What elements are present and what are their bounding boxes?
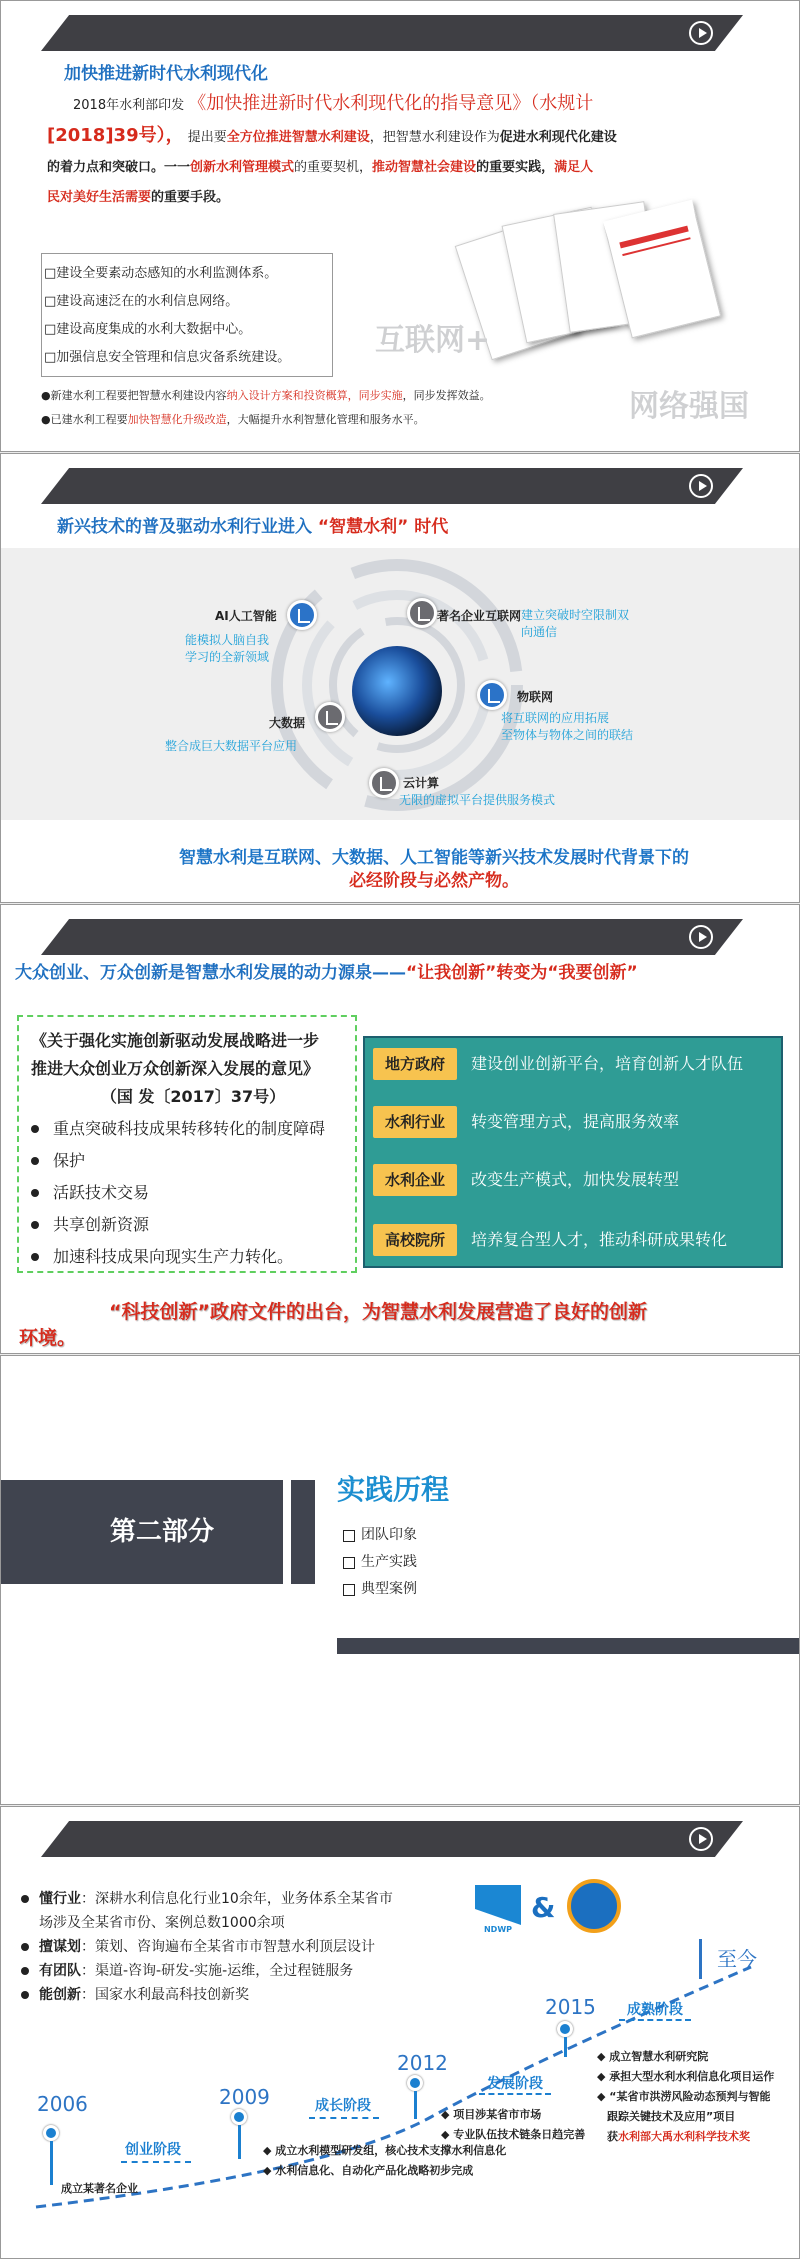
- timeline-dot: [231, 2109, 247, 2125]
- timeline-stem: [50, 2141, 53, 2185]
- requirement-item: □加强信息安全管理和信息灾备系统建设。: [44, 350, 291, 365]
- milestone-text: ◆ 成立智慧水利研究院 ◆ 承担大型水利水利信息化项目运作 ◆ “某省市洪涝风险动态预判与智能 跟踪关键技术及应用”项目 获水利部大禹水利科学技术奖: [597, 2050, 775, 2143]
- list-item: 活跃技术交易: [31, 1177, 355, 1209]
- timeline-dot: [557, 2021, 573, 2037]
- timeline-stem: [414, 2091, 417, 2119]
- list-item: 有团队：渠道-咨询-研发-实施-运维，全过程链服务: [17, 1959, 447, 1983]
- timeline-dot: [407, 2075, 423, 2091]
- play-icon[interactable]: [689, 474, 713, 498]
- requirements-box: [41, 253, 333, 377]
- requirement-item: □建设高速泛在的水利信息网络。: [44, 294, 239, 309]
- slide-history: [0, 1806, 800, 2259]
- year-label: 2006: [37, 2092, 88, 2116]
- list-item: 重点突破科技成果转移转化的制度障碍: [31, 1113, 355, 1145]
- conclusion-text: 智慧水利是互联网、大数据、人工智能等新兴技术发展时代背景下的 必经阶段与必然产物。: [179, 848, 689, 891]
- policy-document-box: 《关于强化实施创新驱动发展战略进一步 推进大众创业万众创新深入发展的意见》 （国 发〔2017〕37号） 重点突破科技成果转移转化的制度障碍 保护 活跃技术交易 共享创新资源 加速科技成果向现实生产力转化。: [17, 1015, 357, 1273]
- slide-section-two: [0, 1355, 800, 1805]
- node-label-bigdata: 大数据: [269, 716, 306, 730]
- stage-label: 成长阶段: [315, 2098, 371, 2114]
- milestone-text: ◆ 成立水利模型研发组，核心技术支撑水利信息化 ◆ 水利信息化、自动化产品化战略初步完成: [263, 2144, 507, 2177]
- list-item: 能创新：国家水利最高科技创新奖: [17, 1983, 447, 2007]
- chart-icon: [315, 702, 345, 732]
- play-icon[interactable]: [689, 21, 713, 45]
- slide-header-bar: [41, 1821, 743, 1857]
- requirement-item: □建设全要素动态感知的水利监测体系。: [44, 266, 278, 281]
- role-tag: 水利企业: [373, 1164, 457, 1196]
- year-label: 至今: [717, 1947, 757, 1971]
- role-text: 建设创业创新平台，培育创新人才队伍: [471, 1054, 744, 1073]
- timeline-stem: [699, 1939, 705, 1979]
- node-label-cloud: 云计算: [403, 776, 440, 790]
- ndwp-logo: NDWP: [475, 1885, 521, 1937]
- node-label-ai: AI人工智能: [215, 609, 277, 623]
- node-desc-bigdata: 整合成巨大数据平台应用: [165, 739, 298, 753]
- list-item: 懂行业：深耕水利信息化行业10余年，业务体系全某省市: [17, 1887, 447, 1911]
- slide-title: 大众创业、万众创新是智慧水利发展的动力源泉——“让我创新”转变为“我要创新”: [15, 963, 638, 983]
- role-text: 转变管理方式，提高服务效率: [471, 1112, 680, 1131]
- timeline-dot: [43, 2125, 59, 2141]
- divider-bar: [291, 1480, 315, 1584]
- node-desc-ai: 能模拟人脑自我 学习的全新领域: [185, 633, 270, 664]
- chart-icon: [287, 600, 317, 630]
- chart-icon: [369, 768, 399, 798]
- timeline-stem: [564, 2037, 567, 2057]
- node-label-internet: 著名企业互联网: [437, 609, 522, 623]
- underline-bar: [337, 1638, 800, 1654]
- bullet-list: ●新建水利工程要把智慧水利建设内容纳入设计方案和投资概算，同步实施，同步发挥效益。 ●已建水利工程要加快智慧化升级改造，大幅提升水利智慧化管理和服务水平。: [41, 389, 491, 426]
- section-number: 第二部分: [1, 1480, 283, 1584]
- play-icon[interactable]: [689, 1827, 713, 1851]
- section-title: 实践历程: [337, 1473, 450, 1506]
- role-tag: 水利行业: [373, 1106, 457, 1138]
- globe-image: [352, 646, 442, 736]
- slide-header-bar: [41, 15, 743, 51]
- year-label: 2009: [219, 2085, 270, 2109]
- timeline-stem: [238, 2125, 241, 2159]
- role-text: 改变生产模式，加快发展转型: [471, 1170, 680, 1189]
- milestone-text: 成立某著名企业: [61, 2182, 138, 2195]
- node-desc-cloud: 无限的虚拟平台提供服务模式: [399, 793, 556, 807]
- section-outline: [343, 1522, 417, 1603]
- role-text: 培养复合型人才，推动科研成果转化: [471, 1230, 728, 1249]
- year-label: 2012: [397, 2051, 448, 2075]
- milestone-text: ◆ 项目涉某省市市场 ◆ 专业队伍技术链条日趋完善: [441, 2108, 586, 2141]
- role-tag: 地方政府: [373, 1048, 457, 1080]
- ampersand: &: [531, 1891, 556, 1924]
- requirement-item: □建设高度集成的水利大数据中心。: [44, 322, 252, 337]
- roles-panel: [363, 1036, 783, 1268]
- chart-icon: [407, 598, 437, 628]
- ghost-text: 互联网+: [375, 323, 491, 358]
- role-tag: 高校院所: [373, 1224, 457, 1256]
- slide-smart-water: [0, 453, 800, 903]
- slide-header-bar: [41, 919, 743, 955]
- list-item: 加速科技成果向现实生产力转化。: [31, 1241, 355, 1273]
- list-item: 共享创新资源: [31, 1209, 355, 1241]
- outline-item: 生产实践: [343, 1549, 417, 1576]
- stage-label: 成熟阶段: [627, 2002, 683, 2018]
- stage-arrow: [121, 2161, 191, 2163]
- stage-arrow: [619, 2019, 691, 2021]
- ghost-text: 网络强国: [629, 389, 749, 424]
- policy-paragraph: 2018年水利部印发 《加快推进新时代水利现代化的指导意见》（水规计 [2018]39号）， 提出要全方位推进智慧水利建设，把智慧水利建设作为促进水利现代化建设 的着力点和突破口。一一创新水利管理模式的重要契机，推动智慧社会建设的重要实践，满足人 民对美好生活需要的重要手段。: [47, 93, 617, 205]
- stage-arrow: [309, 2117, 379, 2119]
- stage-label: 发展阶段: [487, 2076, 543, 2092]
- slide-header-bar: [41, 468, 743, 504]
- stage-arrow: [479, 2093, 551, 2095]
- play-icon[interactable]: [689, 925, 713, 949]
- chart-icon: [477, 680, 507, 710]
- node-desc-iot: 将互联网的应用拓展 至物体与物体之间的联结: [501, 711, 634, 742]
- outline-item: 团队印象: [343, 1522, 417, 1549]
- slide-title: 加快推进新时代水利现代化: [64, 64, 268, 84]
- outline-item: 典型案例: [343, 1576, 417, 1603]
- partner-logo: [567, 1879, 621, 1933]
- conclusion-text: “科技创新”政府文件的出台，为智慧水利发展营造了良好的创新 环境。: [19, 1301, 647, 1349]
- list-item: 场涉及全某省市份、案例总数1000余项: [39, 1915, 285, 1931]
- node-desc-internet: 建立突破时空限制双 向通信: [521, 608, 630, 639]
- slide-innovation: [0, 904, 800, 1354]
- node-label-iot: 物联网: [517, 690, 554, 704]
- slide-title: 新兴技术的普及驱动水利行业进入 “智慧水利” 时代: [57, 517, 449, 537]
- list-item: 保护: [31, 1145, 355, 1177]
- slide-modernization: [0, 0, 800, 452]
- list-item: 擅谋划：策划、咨询遍布全某省市市智慧水利顶层设计: [17, 1935, 447, 1959]
- year-label: 2015: [545, 1995, 596, 2019]
- stage-label: 创业阶段: [125, 2142, 181, 2158]
